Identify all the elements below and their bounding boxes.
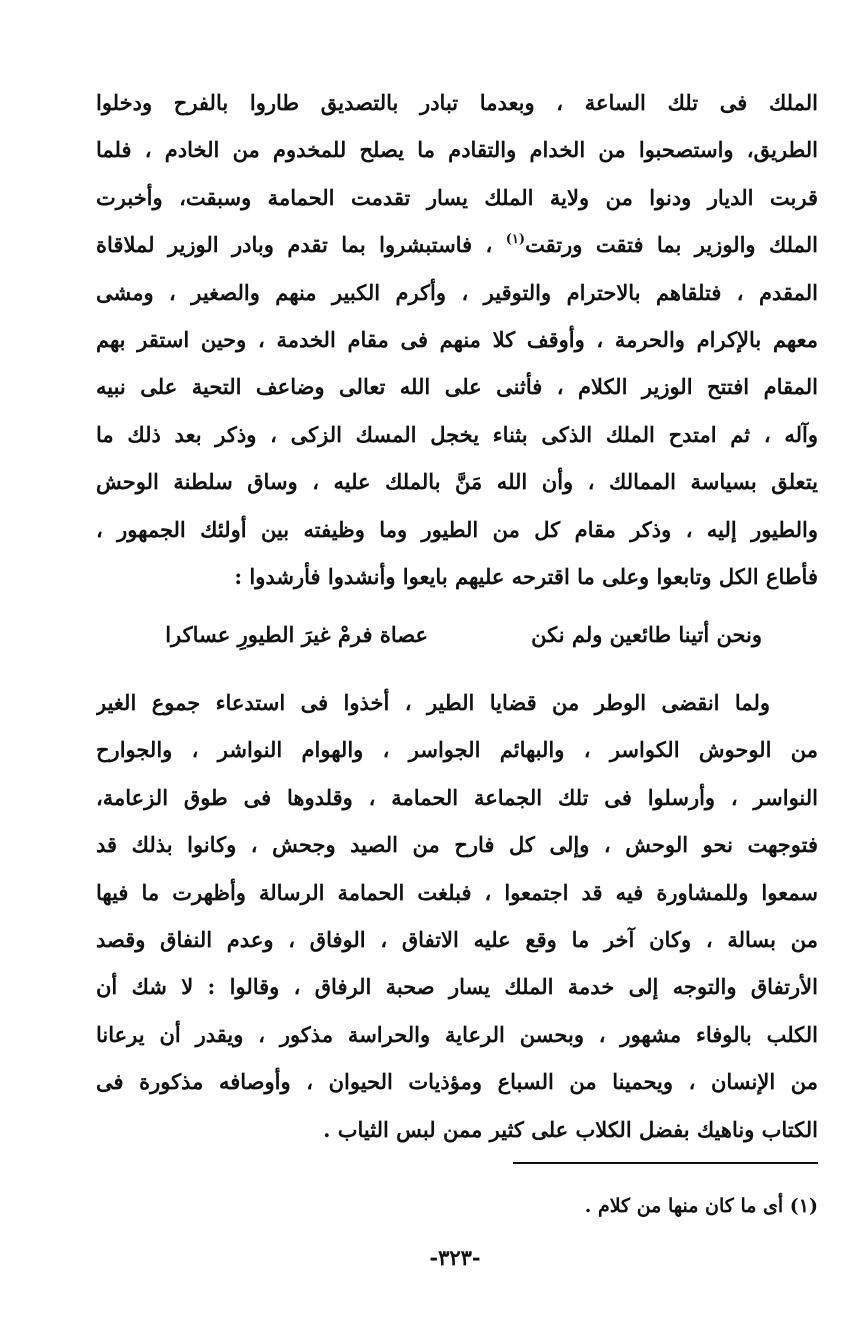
text-line: من بسالة ، وكان آخر ما وقع عليه الاتفاق ، الوفاق ، وعدم النفاق وقصد [96,926,818,952]
text-line-with-footnote [96,221,818,268]
paragraph-1 [96,79,818,600]
text-line: الكتاب وناهيك بفضل الكلاب على كثير ممن لبس الثياب . [323,1116,818,1142]
text-line: معهم بالإكرام والحرمة ، وأوقف كلا منهم فى مقام الخدمة ، وحين استقر بهم [96,326,818,352]
text-line: يتعلق بسياسة الممالك ، وأن الله مَنَّ بالملك عليه ، وساق سلطنة الوحش [96,469,818,495]
text-line: وآله ، ثم امتدح الملك الذكى بثناء يخجل المسك الزكى ، وذكر بعد ذلك ما [96,421,818,447]
text-line: المقام افتتح الوزير الكلام ، فأثنى على الله تعالى وضاعف التحية على نبيه [96,374,818,400]
text-line: فتوجهت نحو الوحش ، وإلى كل فارح من الصيد وجحش ، وكانوا بذلك قد [96,832,818,858]
text-line: سمعوا وللمشاورة فيه قد اجتمعوا ، فبلغت الحمامة الرسالة وأظهرت ما فيها [96,879,818,905]
text-line: فأطاع الكل وتابعوا وعلى ما اقترحه عليهم بايعوا وأنشدوا فأرشدوا : [234,563,818,589]
text-line: من الوحوش الكواسر ، والبهائم الجواسر ، والهوام النواشر ، والجوارح [96,737,818,763]
poem-verse [96,611,818,659]
text-line: النواسر ، وأرسلوا فى تلك الجماعة الحمامة ، وقلدوها فى طوق الزعامة، [96,784,818,810]
text-segment: الملك والوزير بما فتقت ورتقت [525,232,818,258]
text-line: قربت الديار ودنوا من ولاية الملك يسار تقدمت الحمامة وسبقت، وأخبرت [96,184,818,210]
text-segment: ، فاستبشروا بما تقدم وبادر الوزير لملاقاة [96,232,506,258]
text-line: والطيور إليه ، وذكر مقام كل من الطيور وما وظيفته بين أولئك الجمهور ، [96,516,818,542]
verse-hemistich-second: عصاة فرمْ غيرَ الطيورِ عساكرا [165,622,428,647]
text-line: المقدم ، فتلقاهم بالاحترام والتوقير ، وأكرم الكبير منهم والصغير ، ومشى [96,279,818,305]
verse-hemistich-first: ونحن أتينا طائعين ولم نكن [531,622,762,647]
text-line: الكلب بالوفاء مشهور ، وبحسن الرعاية والحراسة مذكور ، ويقدر أن يرعانا [96,1021,818,1047]
paragraph-2 [96,679,818,1153]
footnote-marker: (١) [505,232,526,248]
footnote-divider [513,1162,818,1164]
footnote: (١) أى ما كان منها من كلام . [584,1195,818,1217]
text-line: ولما انقضى الوطر من قضايا الطير ، أخذوا فى استدعاء جموع الغير [96,690,770,715]
text-line: الطريق، واستصحبوا من الخدام والتقادم ما يصلح للمخدوم من الخادم ، فلما [96,137,818,163]
text-line: الأرتفاق والتوجه إلى خدمة الملك يسار صحبة الرفاق ، وقالوا : لا شك أن [96,974,818,1000]
text-line: الملك فى تلك الساعة ، وبعدما تبادر بالتصديق طاروا بالفرح ودخلوا [96,90,818,115]
text-line: من الإنسان ، ويحمينا من السباع ومؤذيات الحيوان ، وأوصافه مذكورة فى [96,1069,818,1095]
page-number: -٣٢٣- [429,1245,481,1270]
